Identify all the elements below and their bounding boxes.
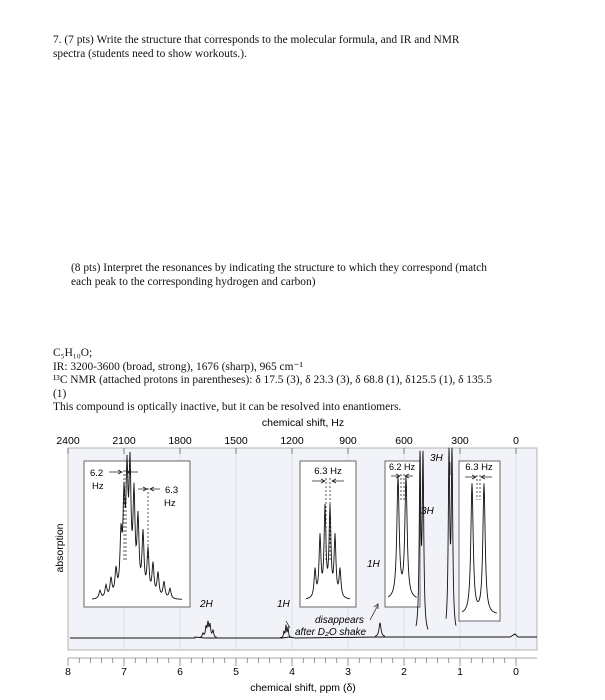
ppm-tick-label-4: 4: [289, 666, 295, 678]
minor-tick-marks: [68, 658, 516, 666]
ppm-tick-label-8: 8: [65, 666, 71, 678]
j-label-hz-b: Hz: [164, 498, 176, 509]
question-8-line1: (8 pts) Interpret the resonances by indicating the structure to which they correspond (match: [71, 262, 487, 274]
integration-3h-a: 3H: [421, 506, 434, 517]
enantiomer-note: This compound is optically inactive, but it can be resolved into enantiomers.: [53, 401, 402, 414]
hz-tick-label-600: 600: [395, 435, 413, 447]
ppm-tick-label-7: 7: [121, 666, 127, 678]
c13-nmr-line1: ¹³C NMR (attached protons in parentheses): δ 17.5 (3), δ 23.3 (3), δ 68.8 (1), δ125.5 (1), δ 135.5: [53, 374, 492, 387]
ppm-tick-label-5: 5: [233, 666, 239, 678]
ppm-tick-label-3: 3: [345, 666, 351, 678]
ppm-tick-label-6: 6: [177, 666, 183, 678]
hz-tick-label-1500: 1500: [224, 435, 248, 447]
molecular-formula: C₅H₁₀O;: [53, 347, 93, 359]
hz-tick-label-300: 300: [451, 435, 469, 447]
integration-3h-b: 3H: [430, 453, 443, 464]
j-label-hz-a: Hz: [92, 481, 104, 492]
j-label-6.3: 6.3: [165, 485, 179, 496]
y-axis-label: absorption: [54, 523, 66, 573]
ppm-tick-label-1: 1: [457, 666, 463, 678]
ir-data: IR: 3200-3600 (broad, strong), 1676 (sharp), 965 cm⁻¹: [53, 360, 303, 373]
question-7-line2: spectra (students need to show workouts.).: [53, 47, 247, 60]
hz-tick-label-1200: 1200: [280, 435, 304, 447]
j-label-6.2: 6.2: [90, 468, 104, 479]
integration-1h-b: 1H: [367, 559, 380, 570]
integration-2h: 2H: [200, 599, 213, 610]
top-axis-label: chemical shift, Hz: [261, 417, 345, 429]
c13-nmr-line2: (1): [53, 387, 67, 400]
hz-tick-label-2400: 2400: [56, 435, 80, 447]
ppm-tick-label-2: 2: [401, 666, 407, 678]
j-label-doublet-a: 6.2 Hz: [388, 462, 416, 472]
inset-doublet-a-box: [385, 461, 420, 607]
j-label-quintet: 6.3 Hz: [314, 466, 342, 477]
d2o-note-line2: after D₂O shake: [295, 627, 367, 638]
hz-tick-label-1800: 1800: [168, 435, 192, 447]
hz-tick-label-900: 900: [339, 435, 357, 447]
ppm-tick-label-0: 0: [513, 666, 519, 678]
inset-quintet-box: [300, 461, 356, 607]
hz-tick-label-2100: 2100: [112, 435, 136, 447]
question-8-line2: each peak to the corresponding hydrogen and carbon): [71, 275, 316, 288]
inset-doublet-b-box: [459, 461, 500, 621]
d2o-note-line1: disappears: [315, 615, 364, 626]
hz-tick-label-0: 0: [513, 435, 519, 447]
bottom-minor-ticks: [68, 658, 537, 666]
integration-1h-a: 1H: [277, 599, 290, 610]
bottom-axis-label: chemical shift, ppm (δ): [250, 682, 356, 694]
question-7-line1: 7. (7 pts) Write the structure that corresponds to the molecular formula, and IR and NMR: [53, 34, 460, 46]
j-label-doublet-b: 6.3 Hz: [465, 462, 493, 473]
bottom-axis-ticks: [65, 666, 519, 678]
